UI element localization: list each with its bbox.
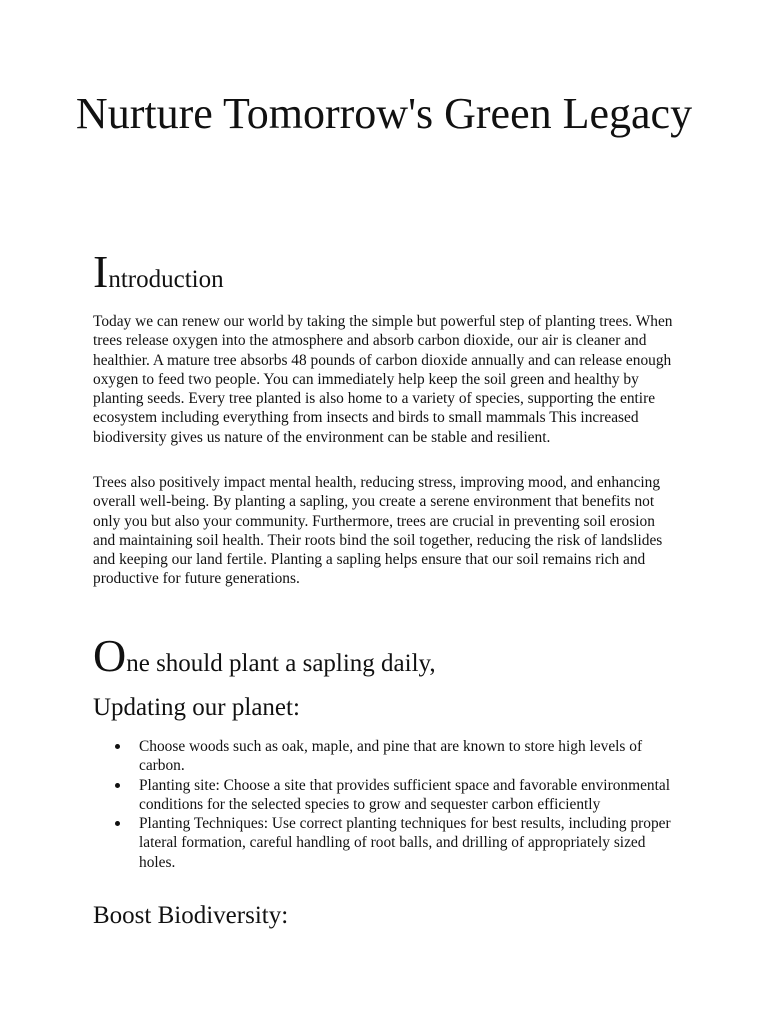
introduction-drop-cap: I (93, 246, 109, 297)
introduction-heading-text: ntroduction (108, 266, 224, 293)
bullet-icon (115, 821, 120, 826)
daily-planting-drop-cap: O (93, 630, 127, 681)
boost-biodiversity-heading: Boost Biodiversity: (93, 902, 289, 929)
list-item-text: Planting Techniques: Use correct planting techniques for best results, including proper lateral formation, careful handling of root balls, and drilling of appropriately sized holes. (139, 815, 671, 871)
daily-planting-heading (93, 630, 436, 684)
updating-planet-heading: Updating our planet: (93, 694, 300, 721)
introduction-paragraph-1: Today we can renew our world by taking the simple but powerful step of planting trees. When trees release oxygen into the atmosphere and absorb carbon dioxide, our air is cleaner and healthier. A mature tree absorbs 48 pounds of carbon dioxide annually and can release enough oxygen to feed two people. You can immediately help keep the soil green and healthy by planting seeds. Every tree planted is also home to a variety of species, supporting the entire ecosystem including everything from insects and birds to small mammals This increased biodiversity gives us nature of the environment can be stable and resilient. (93, 313, 673, 446)
list-item-text: Planting site: Choose a site that provides sufficient space and favorable environmental conditions for the selected species to grow and sequester carbon efficiently (139, 776, 670, 813)
document-title: Nurture Tomorrow's Green Legacy (75, 89, 693, 138)
list-item-text: Choose woods such as oak, maple, and pine that are known to store high levels of carbon. (139, 738, 643, 775)
updating-planet-list (93, 737, 679, 872)
list-item (139, 776, 679, 815)
bullet-icon (115, 744, 120, 749)
introduction-heading (93, 246, 224, 300)
daily-planting-heading-text: ne should plant a sapling daily, (126, 650, 436, 677)
list-item (139, 814, 679, 872)
introduction-paragraph-2: Trees also positively impact mental health, reducing stress, improving mood, and enhancing overall well-being. By planting a sapling, you create a serene environment that benefits not only you but also your community. Furthermore, trees are crucial in preventing soil erosion and maintaining soil health. Their roots bind the soil together, reducing the risk of landslides and keeping our land fertile. Planting a sapling helps ensure that our soil remains rich and productive for future generations. (93, 474, 663, 588)
list-item (139, 737, 679, 776)
bullet-icon (115, 783, 120, 788)
